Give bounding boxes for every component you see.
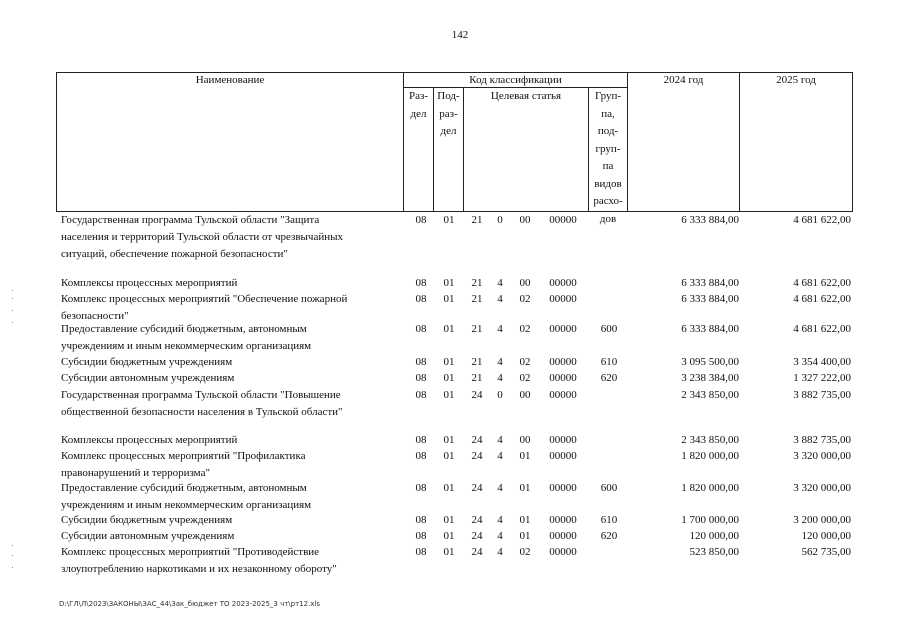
subprogram-code-cell: 00 (519, 434, 531, 446)
program-code-cell: 21 (471, 372, 483, 384)
subprogram-code-cell: 01 (519, 530, 531, 542)
subprogram-code-cell: 02 (519, 323, 531, 335)
type-code-cell: 4 (497, 372, 503, 384)
razdel-cell: 08 (415, 482, 427, 494)
podrazdel-cell: 01 (443, 372, 455, 384)
podrazdel-cell: 01 (443, 389, 455, 401)
row-name-line: Субсидии бюджетным учреждениям (61, 514, 233, 526)
program-code-cell: 24 (471, 389, 483, 401)
direction-code-cell: 00000 (549, 482, 577, 494)
row-name-line: учреждениям и иным некоммерческим организациям (61, 499, 312, 511)
expense-group-cell: 600 (600, 482, 618, 494)
row-name-line: Субсидии автономным учреждениям (61, 372, 235, 384)
direction-code-cell: 00000 (549, 546, 577, 558)
amount-2024-cell: 3 095 500,00 (681, 356, 739, 368)
row-name-line: ситуаций, обеспечение пожарной безопасности" (61, 248, 288, 260)
row-name-line: Комплексы процессных мероприятий (61, 434, 238, 446)
amount-2025-cell: 3 200 000,00 (793, 514, 851, 526)
type-code-cell: 4 (497, 450, 503, 462)
header-divider-podrazdel (463, 87, 464, 212)
expense-group-cell: 620 (600, 372, 618, 384)
program-code-cell: 21 (471, 293, 483, 305)
row-name (61, 387, 401, 421)
row-name-line: Комплексы процессных мероприятий (61, 277, 238, 289)
subprogram-code-cell: 01 (519, 450, 531, 462)
direction-code-cell: 00000 (549, 323, 577, 335)
row-name (61, 480, 401, 514)
amount-2025-cell: 3 354 400,00 (793, 356, 851, 368)
row-name (61, 544, 401, 578)
type-code-cell: 4 (497, 546, 503, 558)
podrazdel-cell: 01 (443, 277, 455, 289)
type-code-cell: 4 (497, 356, 503, 368)
row-name (61, 528, 401, 545)
row-name-line: Субсидии бюджетным учреждениям (61, 356, 233, 368)
type-code-cell: 4 (497, 514, 503, 526)
row-name (61, 291, 401, 325)
direction-code-cell: 00000 (549, 434, 577, 446)
type-code-cell: 4 (497, 530, 503, 542)
razdel-cell: 08 (415, 530, 427, 542)
expense-group-cell: 610 (600, 356, 618, 368)
razdel-cell: 08 (415, 450, 427, 462)
podrazdel-cell: 01 (443, 434, 455, 446)
podrazdel-cell: 01 (443, 482, 455, 494)
row-name (61, 370, 401, 387)
amount-2024-cell: 1 820 000,00 (681, 482, 739, 494)
type-code-cell: 4 (497, 323, 503, 335)
amount-2024-cell: 2 343 850,00 (681, 389, 739, 401)
subprogram-code-cell: 00 (519, 214, 531, 226)
subprogram-code-cell: 02 (519, 293, 531, 305)
row-name (61, 321, 401, 355)
row-name-line: Комплекс процессных мероприятий "Противодействие (61, 546, 320, 558)
subprogram-code-cell: 02 (519, 356, 531, 368)
row-name-line: общественной безопасности населения в Тульской области" (61, 406, 343, 418)
podrazdel-cell: 01 (443, 214, 455, 226)
podrazdel-cell: 01 (443, 356, 455, 368)
header-name: Наименование (195, 74, 265, 86)
direction-code-cell: 00000 (549, 389, 577, 401)
subprogram-code-cell: 00 (519, 277, 531, 289)
program-code-cell: 24 (471, 482, 483, 494)
direction-code-cell: 00000 (549, 372, 577, 384)
row-name-line: Государственная программа Тульской области "Защита (61, 214, 320, 226)
program-code-cell: 24 (471, 450, 483, 462)
podrazdel-cell: 01 (443, 514, 455, 526)
row-name-line: населения и территорий Тульской области от чрезвычайных (61, 231, 344, 243)
program-code-cell: 24 (471, 530, 483, 542)
expense-group-cell: 620 (600, 530, 618, 542)
direction-code-cell: 00000 (549, 356, 577, 368)
type-code-cell: 4 (497, 293, 503, 305)
program-code-cell: 21 (471, 323, 483, 335)
direction-code-cell: 00000 (549, 530, 577, 542)
amount-2024-cell: 6 333 884,00 (681, 277, 739, 289)
expense-group-cell: 610 (600, 514, 618, 526)
razdel-cell: 08 (415, 434, 427, 446)
row-name-line: Государственная программа Тульской области "Повышение (61, 389, 341, 401)
podrazdel-cell: 01 (443, 293, 455, 305)
amount-2024-cell: 2 343 850,00 (681, 434, 739, 446)
program-code-cell: 24 (471, 514, 483, 526)
row-name-line: злоупотреблению наркотиками и их незаконному обороту" (61, 563, 337, 575)
razdel-cell: 08 (415, 277, 427, 289)
header-divider-years (739, 72, 740, 212)
podrazdel-cell: 01 (443, 530, 455, 542)
row-name-line: учреждениям и иным некоммерческим организациям (61, 340, 312, 352)
type-code-cell: 0 (497, 389, 503, 401)
direction-code-cell: 00000 (549, 514, 577, 526)
amount-2024-cell: 1 700 000,00 (681, 514, 739, 526)
razdel-cell: 08 (415, 214, 427, 226)
amount-2025-cell: 3 882 735,00 (793, 434, 851, 446)
amount-2024-cell: 6 333 884,00 (681, 293, 739, 305)
program-code-cell: 24 (471, 434, 483, 446)
amount-2025-cell: 120 000,00 (801, 530, 851, 542)
header-year-2025: 2025 год (776, 74, 816, 86)
subprogram-code-cell: 02 (519, 546, 531, 558)
expense-group-cell: 600 (600, 323, 618, 335)
amount-2024-cell: 6 333 884,00 (681, 214, 739, 226)
type-code-cell: 4 (497, 434, 503, 446)
row-name-line: безопасности" (61, 310, 129, 322)
razdel-cell: 08 (415, 323, 427, 335)
program-code-cell: 24 (471, 546, 483, 558)
amount-2024-cell: 1 820 000,00 (681, 450, 739, 462)
amount-2024-cell: 3 238 384,00 (681, 372, 739, 384)
amount-2025-cell: 4 681 622,00 (793, 277, 851, 289)
razdel-cell: 08 (415, 293, 427, 305)
direction-code-cell: 00000 (549, 214, 577, 226)
row-name (61, 354, 401, 371)
row-name-line: Субсидии автономным учреждениям (61, 530, 235, 542)
subprogram-code-cell: 01 (519, 514, 531, 526)
row-name (61, 512, 401, 529)
row-name-line: Комплекс процессных мероприятий "Обеспечение пожарной (61, 293, 348, 305)
page-number: 142 (451, 29, 469, 41)
row-name-line: Комплекс процессных мероприятий "Профилактика (61, 450, 306, 462)
subprogram-code-cell: 01 (519, 482, 531, 494)
subprogram-code-cell: 00 (519, 389, 531, 401)
amount-2024-cell: 6 333 884,00 (681, 323, 739, 335)
row-name-line: Предоставление субсидий бюджетным, автономным (61, 323, 307, 335)
razdel-cell: 08 (415, 372, 427, 384)
type-code-cell: 4 (497, 482, 503, 494)
amount-2025-cell: 3 320 000,00 (793, 482, 851, 494)
direction-code-cell: 00000 (549, 450, 577, 462)
amount-2025-cell: 4 681 622,00 (793, 323, 851, 335)
amount-2025-cell: 562 735,00 (801, 546, 851, 558)
podrazdel-cell: 01 (443, 450, 455, 462)
program-code-cell: 21 (471, 214, 483, 226)
subprogram-code-cell: 02 (519, 372, 531, 384)
header-divider-classification (627, 72, 628, 212)
row-name-line: Предоставление субсидий бюджетным, автономным (61, 482, 307, 494)
amount-2024-cell: 120 000,00 (689, 530, 739, 542)
header-year-2024: 2024 год (663, 74, 704, 86)
row-name (61, 448, 401, 482)
razdel-cell: 08 (415, 389, 427, 401)
amount-2025-cell: 3 320 000,00 (793, 450, 851, 462)
amount-2025-cell: 3 882 735,00 (793, 389, 851, 401)
razdel-cell: 08 (415, 356, 427, 368)
row-name (61, 432, 401, 449)
program-code-cell: 21 (471, 277, 483, 289)
razdel-cell: 08 (415, 546, 427, 558)
amount-2025-cell: 4 681 622,00 (793, 293, 851, 305)
header-group: Груп- па, под- груп- па видов расхо- дов (593, 90, 623, 225)
razdel-cell: 08 (415, 514, 427, 526)
direction-code-cell: 00000 (549, 293, 577, 305)
podrazdel-cell: 01 (443, 323, 455, 335)
type-code-cell: 0 (497, 214, 503, 226)
direction-code-cell: 00000 (549, 277, 577, 289)
file-path-footer: D:\ГЛ\Л\2023\ЗАКОНЫ\ЗАС_44\Зак_бюджет ТО 2023-2025_3 чт\рт12.xls (59, 600, 321, 608)
row-name (61, 275, 401, 292)
header-podrazdel: Под- раз- дел (437, 90, 460, 137)
type-code-cell: 4 (497, 277, 503, 289)
podrazdel-cell: 01 (443, 546, 455, 558)
row-name-line: правонарушений и терроризма" (61, 467, 210, 479)
header-classification: Код классификации (469, 74, 562, 86)
row-name (61, 212, 401, 263)
amount-2025-cell: 1 327 222,00 (793, 372, 851, 384)
amount-2025-cell: 4 681 622,00 (793, 214, 851, 226)
program-code-cell: 21 (471, 356, 483, 368)
amount-2024-cell: 523 850,00 (689, 546, 739, 558)
header-target: Целевая статья (490, 90, 562, 102)
header-razdel: Раз- дел (408, 90, 428, 120)
